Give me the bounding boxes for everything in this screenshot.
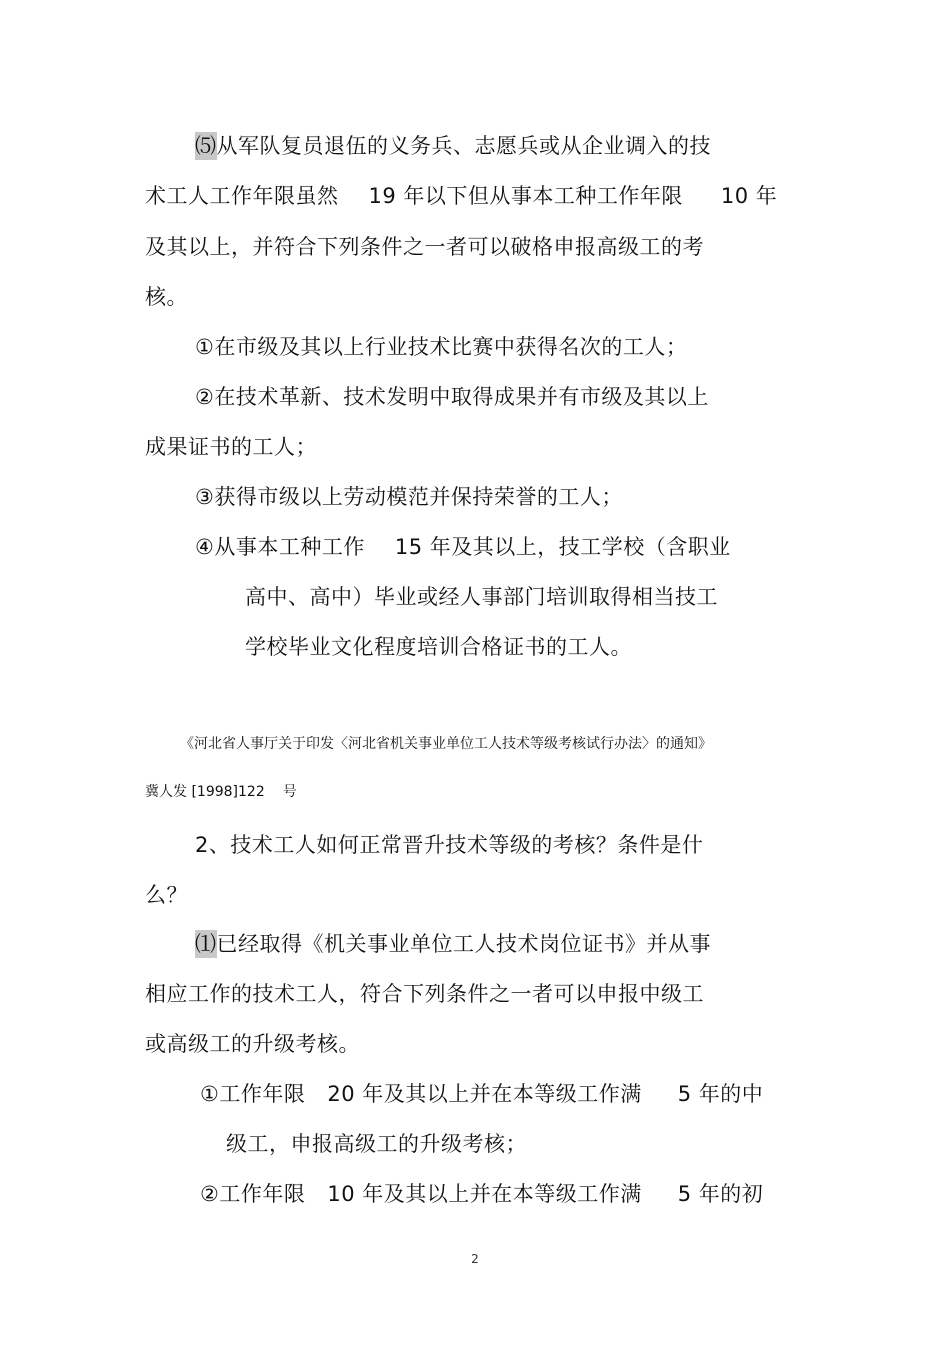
section1-line1: ⑴已经取得《机关事业单位工人技术岗位证书》并从事 [195,932,711,956]
section5-item4-line3: 学校毕业文化程度培训合格证书的工人。 [245,635,632,659]
section1-line2: 相应工作的技术工人，符合下列条件之一者可以申报中级工 [145,982,704,1006]
section1-item1-line1: ①工作年限 20 年及其以上并在本等级工作满 5 年的中 [200,1082,764,1106]
section5-line2: 术工人工作年限虽然 19 年以下但从事本工种工作年限 10 年 [145,184,778,208]
citation-doc-number: 冀人发 [1998]122 号 [145,784,297,800]
page-number: 2 [471,1252,479,1266]
citation-title: 《河北省人事厅关于印发〈河北省机关事业单位工人技术等级考核试行办法〉的通知》 [180,736,712,752]
section5-marker: ⑸ [195,134,217,158]
section5-item3: ③获得市级以上劳动模范并保持荣誉的工人； [195,485,623,509]
section5-line4: 核。 [145,285,188,309]
section5-item1: ①在市级及其以上行业技术比赛中获得名次的工人； [195,335,688,359]
section5-item2-line1: ②在技术革新、技术发明中取得成果并有市级及其以上 [195,385,709,409]
section5-item4-line2: 高中、高中）毕业或经人事部门培训取得相当技工 [245,585,718,609]
section1-item1-line2: 级工，申报高级工的升级考核； [226,1132,527,1156]
section5-line1: ⑸从军队复员退伍的义务兵、志愿兵或从企业调入的技 [195,134,711,158]
section1-marker: ⑴ [195,932,217,956]
question2-line1: 2、技术工人如何正常晋升技术等级的考核？条件是什 [195,833,704,857]
section5-item2-line2: 成果证书的工人； [145,435,317,459]
section5-item4-line1: ④从事本工种工作 15 年及其以上，技工学校（含职业 [195,535,731,559]
section1-item2-line1: ②工作年限 10 年及其以上并在本等级工作满 5 年的初 [200,1182,764,1206]
section5-line3: 及其以上，并符合下列条件之一者可以破格申报高级工的考 [145,235,704,259]
section1-line3: 或高级工的升级考核。 [145,1032,360,1056]
question2-line2: 么？ [145,883,188,907]
